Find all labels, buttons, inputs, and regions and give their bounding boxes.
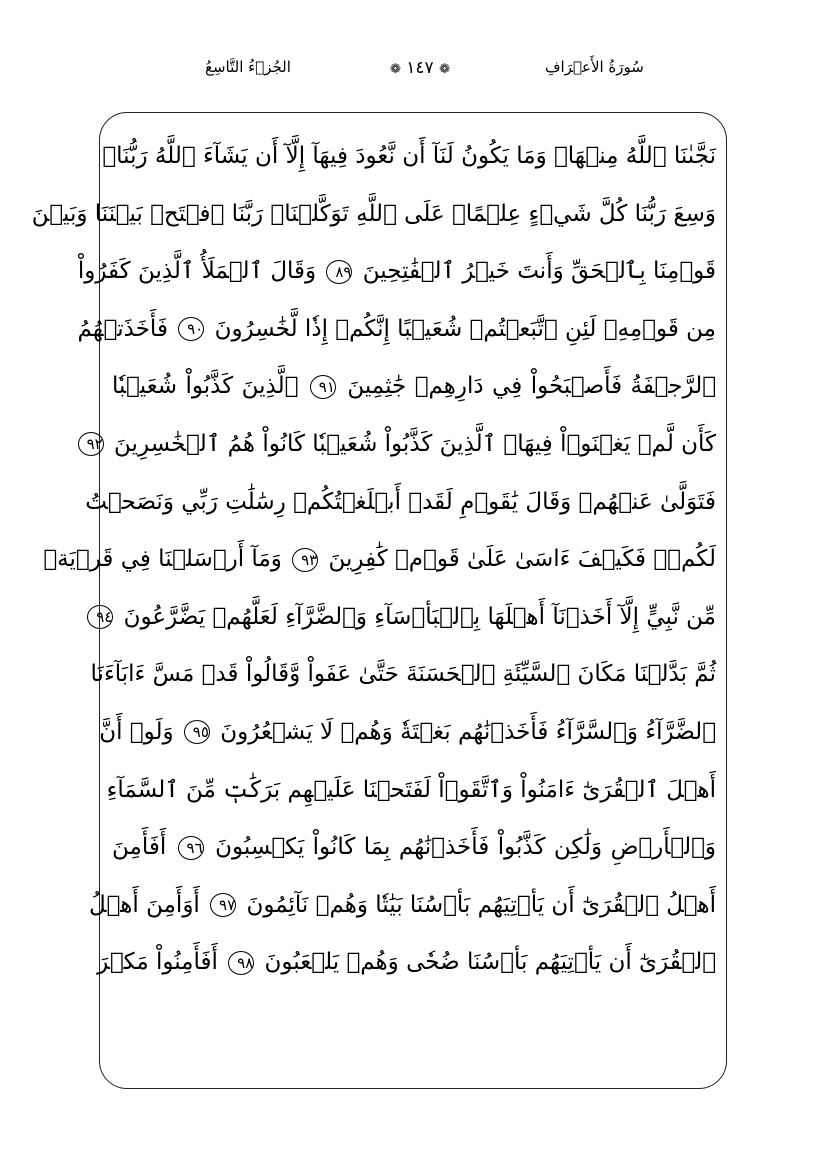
ornament-right-icon: ❁ bbox=[439, 62, 451, 77]
text-line bbox=[90, 646, 716, 704]
line-text: فَتَوَلَّىٰ عَنۡهُمۡ وَقَالَ يَٰقَوۡمِ لَقَدۡ أَبۡلَغۡتُكُمۡ رِسَٰلَٰتِ رَبِّي وَنَصَحۡتُ bbox=[85, 488, 716, 515]
ayah-number-marker: ٩٤ bbox=[87, 605, 113, 629]
juz-title: الجُزۡءُ التَّاسِعُ bbox=[205, 58, 291, 76]
line-text: أَهۡلَ ٱلۡقُرَىٰٓ ءَامَنُواْ وَٱتَّقَوۡاْ لَفَتَحۡنَا عَلَيۡهِم بَرَكَٰتٖ مِّنَ ٱلسَّمَآءِ bbox=[106, 776, 716, 803]
line-text: نَجَّىٰنَا ٱللَّهُ مِنۡهَاۚ وَمَا يَكُونُ لَنَآ أَن نَّعُودَ فِيهَآ إِلَّآ أَن يَشَآءَ ٱللَّهُ رَبُّنَاۚ bbox=[102, 143, 716, 169]
ayah-number-marker: ٩٠ bbox=[178, 317, 204, 341]
line-text-continued: أَفَأَمِنَ bbox=[112, 834, 167, 861]
quran-text bbox=[31, 128, 717, 992]
line-text-continued: ٱلَّذِينَ كَذَّبُواْ شُعَيۡبٗا bbox=[112, 373, 299, 400]
line-text: ثُمَّ بَدَّلۡنَا مَكَانَ ٱلسَّيِّئَةِ ٱلۡحَسَنَةَ حَتَّىٰ عَفَواْ وَّقَالُواْ قَدۡ مَسَّ ءَابَآءَنَا bbox=[90, 661, 716, 688]
ayah-number-marker: ٩١ bbox=[310, 375, 336, 399]
line-text: أَهۡلُ ٱلۡقُرَىٰٓ أَن يَأۡتِيَهُم بَأۡسُنَا بَيَٰتٗا وَهُمۡ نَآئِمُونَ bbox=[246, 891, 716, 918]
text-line bbox=[86, 416, 716, 474]
page-header bbox=[0, 58, 826, 88]
line-text-continued: أَوَأَمِنَ أَهۡلُ bbox=[89, 891, 200, 918]
line-text: وَسِعَ رَبُّنَا كُلَّ شَيۡءٍ عِلۡمًاۚ عَلَى ٱللَّهِ تَوَكَّلۡنَاۚ رَبَّنَا ٱفۡتَحۡ بَيۡنَنَا وَبَيۡنَ bbox=[31, 200, 716, 227]
line-text: وَٱلۡأَرۡضِ وَلَٰكِن كَذَّبُواْ فَأَخَذۡنَٰهُم بِمَا كَانُواْ يَكۡسِبُونَ bbox=[215, 834, 717, 861]
text-line bbox=[112, 819, 716, 877]
line-text: ٱلۡقُرَىٰٓ أَن يَأۡتِيَهُم بَأۡسُنَا ضُحٗى وَهُمۡ يَلۡعَبُونَ bbox=[264, 949, 716, 976]
text-line bbox=[97, 934, 716, 992]
ayah-number-marker: ٩٣ bbox=[292, 548, 318, 572]
line-text-continued: وَقَالَ ٱلۡمَلَأُ ٱلَّذِينَ كَفَرُواْ bbox=[77, 258, 317, 285]
line-text-continued: وَلَوۡ أَنَّ bbox=[99, 718, 174, 745]
ayah-number-marker: ٩٥ bbox=[184, 720, 210, 744]
text-line bbox=[77, 301, 716, 359]
ayah-number-marker: ٩٨ bbox=[228, 951, 254, 975]
line-text: مِن قَوۡمِهِۦ لَئِنِ ٱتَّبَعۡتُمۡ شُعَيۡبًا إِنَّكُمۡ إِذٗا لَّخَٰسِرُونَ bbox=[214, 315, 716, 342]
surah-title: سُورَةُ الأَعۡرَافِ bbox=[545, 58, 644, 76]
text-line bbox=[112, 358, 716, 416]
ayah-number-marker: ٩٢ bbox=[78, 432, 104, 456]
text-line bbox=[106, 762, 716, 820]
text-line bbox=[31, 186, 716, 244]
text-line bbox=[85, 474, 716, 532]
page-number: ١٤٧ bbox=[406, 58, 434, 78]
text-line bbox=[89, 877, 716, 935]
text-line bbox=[43, 531, 716, 589]
text-line bbox=[96, 589, 716, 647]
line-text: كَأَن لَّمۡ يَغۡنَوۡاْ فِيهَاۚ ٱلَّذِينَ كَذَّبُواْ شُعَيۡبٗا كَانُواْ هُمُ ٱلۡخَٰسِرِينَ bbox=[114, 430, 716, 457]
ayah-number-marker: ٨٩ bbox=[326, 260, 352, 284]
line-text-continued: أَفَأَمِنُواْ مَكۡرَ bbox=[97, 949, 218, 976]
page-number-block bbox=[380, 58, 460, 78]
line-text: قَوۡمِنَا بِٱلۡحَقِّ وَأَنتَ خَيۡرُ ٱلۡفَٰتِحِينَ bbox=[362, 258, 716, 285]
ayah-number-marker: ٩٦ bbox=[178, 836, 204, 860]
line-text: مِّن نَّبِيٍّ إِلَّآ أَخَذۡنَآ أَهۡلَهَا بِٱلۡبَأۡسَآءِ وَٱلضَّرَّآءِ لَعَلَّهُمۡ يَضَّرَّعُونَ bbox=[123, 603, 716, 630]
ayah-number-marker: ٩٧ bbox=[210, 893, 236, 917]
text-line bbox=[99, 704, 716, 762]
line-text: ٱلضَّرَّآءُ وَٱلسَّرَّآءُ فَأَخَذۡنَٰهُم بَغۡتَةٗ وَهُمۡ لَا يَشۡعُرُونَ bbox=[220, 718, 716, 745]
line-text-continued: وَمَآ أَرۡسَلۡنَا فِي قَرۡيَةٖ bbox=[43, 546, 282, 573]
line-text-continued: فَأَخَذَتۡهُمُ bbox=[77, 315, 168, 342]
text-line bbox=[102, 128, 716, 186]
text-line bbox=[77, 243, 716, 301]
line-text: لَكُمۡۖ فَكَيۡفَ ءَاسَىٰ عَلَىٰ قَوۡمٖ كَٰفِرِينَ bbox=[328, 546, 716, 573]
ornament-left-icon: ❁ bbox=[389, 62, 401, 77]
line-text: ٱلرَّجۡفَةُ فَأَصۡبَحُواْ فِي دَارِهِمۡ جَٰثِمِينَ bbox=[347, 373, 717, 400]
